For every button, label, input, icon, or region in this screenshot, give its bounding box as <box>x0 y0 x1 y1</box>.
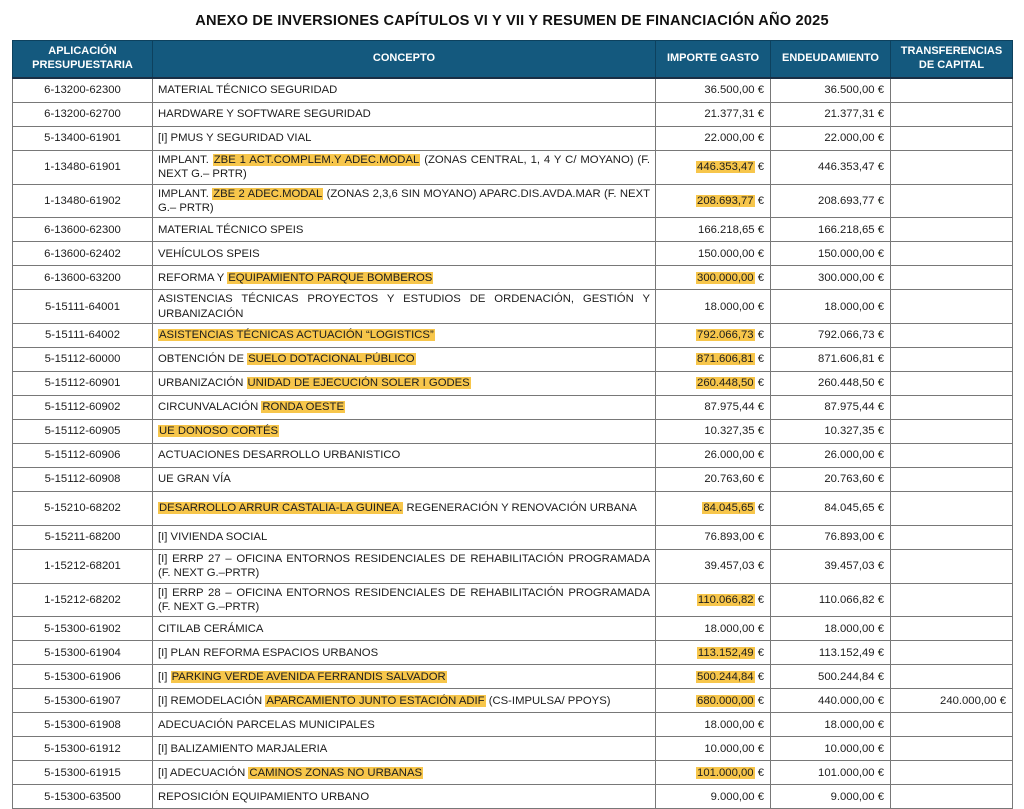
cell-endeudamiento: 500.244,84 € <box>771 665 891 689</box>
highlight: SUELO DOTACIONAL PÚBLICO <box>248 353 415 366</box>
cell-concepto <box>153 550 656 584</box>
cell-transferencias <box>891 492 1013 526</box>
highlight: 260.448,50 <box>697 377 754 390</box>
concepto-text: MATERIAL TÉCNICO SEGURIDAD <box>158 84 338 97</box>
cell-endeudamiento: 300.000,00 € <box>771 266 891 290</box>
cell-transferencias <box>891 420 1013 444</box>
importe-value: 36.500,00 <box>704 84 755 97</box>
highlight: UNIDAD DE EJECUCIÓN SOLER I GODES <box>247 377 470 390</box>
cell-endeudamiento: 18.000,00 € <box>771 713 891 737</box>
importe-value: 22.000,00 <box>704 132 755 145</box>
col-header-concepto: CONCEPTO <box>153 41 656 79</box>
concepto-text: (ZONAS CENTRAL, 1, 4 Y C/ MOYANO) (F. NEXT G.– PRTR) <box>158 154 650 181</box>
concepto-text: [I] PMUS Y SEGURIDAD VIAL <box>158 132 312 145</box>
cell-aplicacion: 6-13200-62700 <box>13 103 153 127</box>
cell-concepto <box>153 492 656 526</box>
cell-aplicacion: 5-15112-60908 <box>13 468 153 492</box>
cell-importe-gasto: 18.000,00 € <box>656 713 771 737</box>
cell-endeudamiento: 39.457,03 € <box>771 550 891 584</box>
importe-value: 87.975,44 <box>704 401 755 414</box>
cell-transferencias <box>891 665 1013 689</box>
cell-endeudamiento: 36.500,00 € <box>771 78 891 103</box>
highlight: APARCAMIENTO JUNTO ESTACIÓN ADIF <box>266 694 485 707</box>
cell-importe-gasto: 871.606,81 € <box>656 348 771 372</box>
concepto-text: MATERIAL TÉCNICO SPEIS <box>158 223 304 236</box>
cell-concepto <box>153 103 656 127</box>
table-row <box>13 713 1013 737</box>
highlight: 101.000,00 <box>697 766 754 779</box>
cell-concepto <box>153 617 656 641</box>
concepto-text: UE GRAN VÍA <box>158 473 231 486</box>
cell-importe-gasto: 113.152,49 € <box>656 641 771 665</box>
cell-importe-gasto: 26.000,00 € <box>656 444 771 468</box>
cell-transferencias <box>891 617 1013 641</box>
cell-transferencias: 240.000,00 € <box>891 689 1013 713</box>
cell-concepto <box>153 583 656 617</box>
concepto-text: CIRCUNVALACIÓN <box>158 401 262 414</box>
cell-endeudamiento: 150.000,00 € <box>771 242 891 266</box>
cell-concepto <box>153 242 656 266</box>
highlight: 110.066,82 <box>697 593 754 606</box>
cell-aplicacion: 5-15211-68200 <box>13 526 153 550</box>
concepto-text: [I] ADECUACIÓN <box>158 766 249 779</box>
cell-concepto <box>153 290 656 324</box>
cell-importe-gasto: 446.353,47 € <box>656 151 771 185</box>
cell-importe-gasto: 792.066,73 € <box>656 324 771 348</box>
cell-transferencias <box>891 396 1013 420</box>
cell-concepto <box>153 184 656 218</box>
cell-transferencias <box>891 324 1013 348</box>
importe-value: 166.218,65 <box>698 223 755 236</box>
cell-aplicacion: 5-15112-60000 <box>13 348 153 372</box>
cell-endeudamiento: 76.893,00 € <box>771 526 891 550</box>
table-row <box>13 372 1013 396</box>
cell-importe-gasto: 18.000,00 € <box>656 290 771 324</box>
table-row <box>13 218 1013 242</box>
highlight: 84.045,65 <box>703 502 754 515</box>
table-row <box>13 492 1013 526</box>
table-row <box>13 242 1013 266</box>
highlight: 208.693,77 <box>697 194 754 207</box>
concepto-text: REPOSICIÓN EQUIPAMIENTO URBANO <box>158 790 370 803</box>
cell-transferencias <box>891 78 1013 103</box>
header-row <box>13 41 1013 79</box>
cell-aplicacion: 1-13480-61901 <box>13 151 153 185</box>
cell-importe-gasto: 101.000,00 € <box>656 761 771 785</box>
cell-endeudamiento: 871.606,81 € <box>771 348 891 372</box>
cell-endeudamiento: 446.353,47 € <box>771 151 891 185</box>
cell-importe-gasto: 110.066,82 € <box>656 583 771 617</box>
importe-value: 18.000,00 <box>704 718 755 731</box>
cell-aplicacion: 5-15300-61904 <box>13 641 153 665</box>
cell-importe-gasto: 87.975,44 € <box>656 396 771 420</box>
cell-importe-gasto: 10.327,35 € <box>656 420 771 444</box>
highlight: UE DONOSO CORTÉS <box>159 425 279 438</box>
cell-aplicacion: 5-15210-68202 <box>13 492 153 526</box>
highlight: 680.000,00 <box>697 694 754 707</box>
highlight: 871.606,81 <box>697 353 754 366</box>
cell-transferencias <box>891 444 1013 468</box>
cell-transferencias <box>891 348 1013 372</box>
table-row <box>13 761 1013 785</box>
cell-aplicacion: 5-13400-61901 <box>13 127 153 151</box>
cell-importe-gasto: 39.457,03 € <box>656 550 771 584</box>
table-row <box>13 184 1013 218</box>
cell-concepto <box>153 785 656 809</box>
table-row <box>13 266 1013 290</box>
concepto-text: URBANIZACIÓN <box>158 377 247 390</box>
cell-concepto <box>153 761 656 785</box>
concepto-text: VEHÍCULOS SPEIS <box>158 247 260 260</box>
cell-aplicacion: 5-15300-61907 <box>13 689 153 713</box>
table-row <box>13 127 1013 151</box>
cell-aplicacion: 6-13600-63200 <box>13 266 153 290</box>
cell-importe-gasto: 36.500,00 € <box>656 78 771 103</box>
cell-importe-gasto: 76.893,00 € <box>656 526 771 550</box>
cell-aplicacion: 5-15111-64001 <box>13 290 153 324</box>
cell-aplicacion: 5-15111-64002 <box>13 324 153 348</box>
cell-importe-gasto: 84.045,65 € <box>656 492 771 526</box>
cell-aplicacion: 5-15300-61915 <box>13 761 153 785</box>
cell-endeudamiento: 113.152,49 € <box>771 641 891 665</box>
cell-importe-gasto: 300.000,00 € <box>656 266 771 290</box>
cell-endeudamiento: 26.000,00 € <box>771 444 891 468</box>
concepto-text: [I] ERRP 27 – OFICINA ENTORNOS RESIDENCIALES DE REHABILITACIÓN PROGRAMADA (F. NEXT G.–PRTR) <box>158 553 650 580</box>
cell-endeudamiento: 208.693,77 € <box>771 184 891 218</box>
cell-importe-gasto: 166.218,65 € <box>656 218 771 242</box>
cell-transferencias <box>891 290 1013 324</box>
cell-concepto <box>153 689 656 713</box>
cell-concepto <box>153 420 656 444</box>
importe-value: 39.457,03 <box>704 560 755 573</box>
concepto-text: REGENERACIÓN Y RENOVACIÓN URBANA <box>403 502 637 515</box>
cell-endeudamiento: 9.000,00 € <box>771 785 891 809</box>
cell-concepto <box>153 266 656 290</box>
cell-importe-gasto: 21.377,31 € <box>656 103 771 127</box>
cell-concepto <box>153 468 656 492</box>
highlight: DESARROLLO ARRUR CASTALIA-LA GUINEA. <box>159 502 403 515</box>
cell-transferencias <box>891 218 1013 242</box>
concepto-text: [I] <box>158 670 171 683</box>
cell-endeudamiento: 84.045,65 € <box>771 492 891 526</box>
importe-value: 76.893,00 <box>704 531 755 544</box>
cell-endeudamiento: 20.763,60 € <box>771 468 891 492</box>
page-title: ANEXO DE INVERSIONES CAPÍTULOS VI Y VII Y RESUMEN DE FINANCIACIÓN AÑO 2025 <box>195 13 829 29</box>
cell-importe-gasto: 150.000,00 € <box>656 242 771 266</box>
table-row <box>13 78 1013 103</box>
table-row <box>13 468 1013 492</box>
cell-importe-gasto: 680.000,00 € <box>656 689 771 713</box>
cell-transferencias <box>891 151 1013 185</box>
concepto-text: [I] ERRP 28 – OFICINA ENTORNOS RESIDENCIALES DE REHABILITACIÓN PROGRAMADA (F. NEXT G.–PRTR) <box>158 586 650 614</box>
importe-value: 18.000,00 <box>704 300 755 313</box>
concepto-text: [I] BALIZAMIENTO MARJALERIA <box>158 742 328 755</box>
col-header-importe-gasto: IMPORTE GASTO <box>656 41 771 79</box>
cell-concepto <box>153 641 656 665</box>
table-row <box>13 324 1013 348</box>
cell-transferencias <box>891 372 1013 396</box>
table-row <box>13 420 1013 444</box>
cell-endeudamiento: 260.448,50 € <box>771 372 891 396</box>
table-row <box>13 617 1013 641</box>
cell-aplicacion: 5-15112-60905 <box>13 420 153 444</box>
cell-concepto <box>153 151 656 185</box>
table-row <box>13 290 1013 324</box>
importe-value: 20.763,60 <box>704 473 755 486</box>
concepto-text: IMPLANT. <box>158 187 213 200</box>
cell-endeudamiento: 87.975,44 € <box>771 396 891 420</box>
cell-aplicacion: 5-15300-61908 <box>13 713 153 737</box>
cell-endeudamiento: 22.000,00 € <box>771 127 891 151</box>
cell-endeudamiento: 18.000,00 € <box>771 290 891 324</box>
cell-aplicacion: 5-15300-61912 <box>13 737 153 761</box>
highlight: 113.152,49 <box>697 646 754 659</box>
concepto-text: (CS-IMPULSA/ PPOYS) <box>485 694 611 707</box>
concepto-text: IMPLANT. <box>158 154 213 166</box>
cell-concepto <box>153 348 656 372</box>
concepto-text: OBTENCIÓN DE <box>158 353 248 366</box>
cell-transferencias <box>891 583 1013 617</box>
cell-transferencias <box>891 184 1013 218</box>
cell-aplicacion: 5-15112-60901 <box>13 372 153 396</box>
concepto-text: ASISTENCIAS TÉCNICAS PROYECTOS Y ESTUDIOS DE ORDENACIÓN, GESTIÓN Y URBANIZACIÓN <box>158 293 650 320</box>
concepto-text: REFORMA Y <box>158 271 228 284</box>
cell-importe-gasto: 20.763,60 € <box>656 468 771 492</box>
table-row <box>13 689 1013 713</box>
cell-transferencias <box>891 526 1013 550</box>
importe-value: 9.000,00 <box>710 790 755 803</box>
cell-aplicacion: 1-13480-61902 <box>13 184 153 218</box>
cell-endeudamiento: 18.000,00 € <box>771 617 891 641</box>
highlight: PARKING VERDE AVENIDA FERRANDIS SALVADOR <box>171 670 446 683</box>
table-row <box>13 665 1013 689</box>
cell-aplicacion: 6-13600-62300 <box>13 218 153 242</box>
concepto-text: CITILAB CERÁMICA <box>158 622 264 635</box>
highlight: ZBE 2 ADEC.MODAL <box>213 187 323 200</box>
highlight: ASISTENCIAS TÉCNICAS ACTUACIÓN “LOGISTICS” <box>159 329 434 342</box>
table-row <box>13 785 1013 809</box>
table-row <box>13 444 1013 468</box>
cell-endeudamiento: 110.066,82 € <box>771 583 891 617</box>
cell-aplicacion: 5-15112-60906 <box>13 444 153 468</box>
cell-endeudamiento: 10.000,00 € <box>771 737 891 761</box>
importe-value: 26.000,00 <box>704 449 755 462</box>
cell-concepto <box>153 396 656 420</box>
cell-transferencias <box>891 266 1013 290</box>
cell-aplicacion: 5-15300-63500 <box>13 785 153 809</box>
table-row <box>13 396 1013 420</box>
cell-concepto <box>153 372 656 396</box>
importe-value: 21.377,31 <box>704 108 755 121</box>
cell-transferencias <box>891 468 1013 492</box>
importe-value: 10.000,00 <box>704 742 755 755</box>
cell-endeudamiento: 792.066,73 € <box>771 324 891 348</box>
cell-importe-gasto: 9.000,00 € <box>656 785 771 809</box>
importe-value: 150.000,00 <box>698 247 755 260</box>
table-row <box>13 737 1013 761</box>
table-row <box>13 151 1013 185</box>
cell-transferencias <box>891 761 1013 785</box>
importe-value: 10.327,35 <box>704 425 755 438</box>
col-header-endeudamiento: ENDEUDAMIENTO <box>771 41 891 79</box>
cell-concepto <box>153 78 656 103</box>
concepto-text: [I] REMODELACIÓN <box>158 694 266 707</box>
cell-importe-gasto: 500.244,84 € <box>656 665 771 689</box>
concepto-text: HARDWARE Y SOFTWARE SEGURIDAD <box>158 108 371 121</box>
cell-transferencias <box>891 737 1013 761</box>
cell-importe-gasto: 208.693,77 € <box>656 184 771 218</box>
budget-table <box>12 40 1013 809</box>
cell-importe-gasto: 260.448,50 € <box>656 372 771 396</box>
cell-concepto <box>153 324 656 348</box>
cell-concepto <box>153 713 656 737</box>
table-row <box>13 550 1013 584</box>
cell-concepto <box>153 127 656 151</box>
concepto-text: [I] PLAN REFORMA ESPACIOS URBANOS <box>158 646 379 659</box>
cell-importe-gasto: 10.000,00 € <box>656 737 771 761</box>
cell-endeudamiento: 10.327,35 € <box>771 420 891 444</box>
cell-aplicacion: 5-15112-60902 <box>13 396 153 420</box>
cell-transferencias <box>891 785 1013 809</box>
cell-aplicacion: 6-13200-62300 <box>13 78 153 103</box>
table-row <box>13 583 1013 617</box>
col-header-aplicacion: APLICACIÓN PRESUPUESTARIA <box>13 41 153 79</box>
cell-transferencias <box>891 103 1013 127</box>
cell-transferencias <box>891 713 1013 737</box>
cell-concepto <box>153 526 656 550</box>
concepto-text: ACTUACIONES DESARROLLO URBANISTICO <box>158 449 401 462</box>
highlight: EQUIPAMIENTO PARQUE BOMBEROS <box>228 271 433 284</box>
cell-transferencias <box>891 550 1013 584</box>
cell-concepto <box>153 737 656 761</box>
concepto-text: (ZONAS 2,3,6 SIN MOYANO) APARC.DIS.AVDA.MAR (F. NEXT G.– PRTR) <box>158 187 650 215</box>
cell-endeudamiento: 440.000,00 € <box>771 689 891 713</box>
highlight: 446.353,47 <box>697 161 754 174</box>
table-row <box>13 348 1013 372</box>
highlight: CAMINOS ZONAS NO URBANAS <box>249 766 423 779</box>
highlight: RONDA OESTE <box>262 401 344 414</box>
cell-aplicacion: 5-15300-61902 <box>13 617 153 641</box>
cell-aplicacion: 5-15300-61906 <box>13 665 153 689</box>
table-row <box>13 641 1013 665</box>
cell-transferencias <box>891 242 1013 266</box>
cell-endeudamiento: 166.218,65 € <box>771 218 891 242</box>
table-body <box>13 78 1013 809</box>
concepto-text: ADECUACIÓN PARCELAS MUNICIPALES <box>158 718 375 731</box>
cell-importe-gasto: 22.000,00 € <box>656 127 771 151</box>
cell-concepto <box>153 218 656 242</box>
cell-aplicacion: 6-13600-62402 <box>13 242 153 266</box>
cell-endeudamiento: 101.000,00 € <box>771 761 891 785</box>
importe-value: 18.000,00 <box>704 622 755 635</box>
cell-aplicacion: 1-15212-68202 <box>13 583 153 617</box>
concepto-text: [I] VIVIENDA SOCIAL <box>158 531 268 544</box>
highlight: 792.066,73 <box>697 329 754 342</box>
cell-endeudamiento: 21.377,31 € <box>771 103 891 127</box>
cell-concepto <box>153 665 656 689</box>
table-row <box>13 526 1013 550</box>
cell-aplicacion: 1-15212-68201 <box>13 550 153 584</box>
cell-importe-gasto: 18.000,00 € <box>656 617 771 641</box>
cell-transferencias <box>891 641 1013 665</box>
highlight: 500.244,84 <box>697 670 754 683</box>
highlight: 300.000,00 <box>697 271 754 284</box>
table-row <box>13 103 1013 127</box>
col-header-transferencias: TRANSFERENCIAS DE CAPITAL <box>891 41 1013 79</box>
cell-transferencias <box>891 127 1013 151</box>
highlight: ZBE 1 ACT.COMPLEM.Y ADEC.MODAL <box>213 154 420 166</box>
cell-concepto <box>153 444 656 468</box>
